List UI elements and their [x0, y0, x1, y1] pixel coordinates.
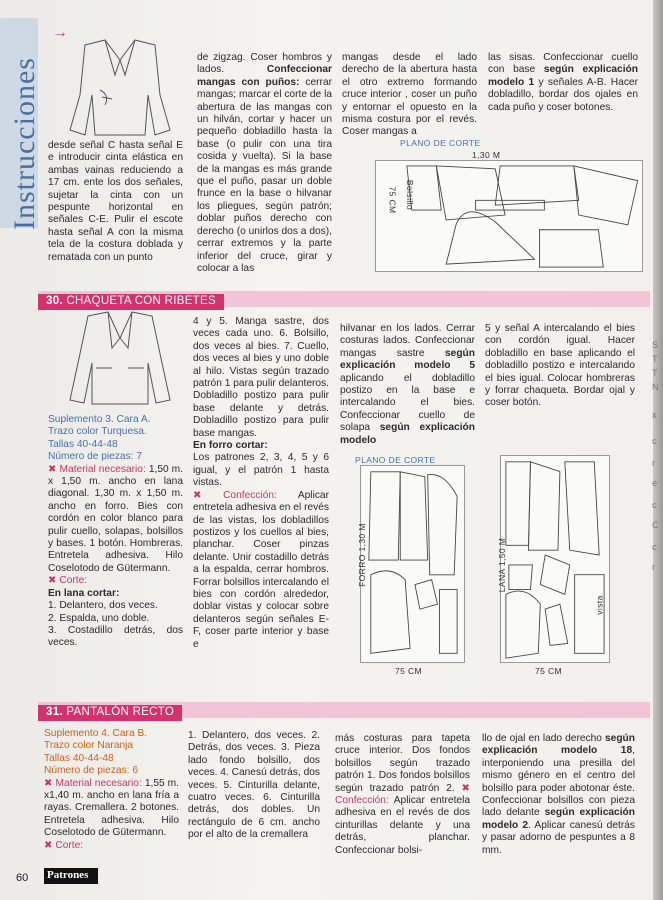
text-block: Los patrones 2, 3, 4, 5 y 6 igual, y el patrón 1 hasta vistas. — [193, 452, 329, 489]
cutting-plan-top — [375, 160, 643, 272]
section-30-banner — [38, 291, 650, 307]
trace-color: Trazo color Naranja — [44, 740, 134, 752]
text-block: 4 y 5. Manga sastre, dos veces cada uno. 6. Bolsillo, dos veces al bies. 7. Cuello, dos veces al bies y uno doble al hilo. Vistas según trazado patrón 1 para pulir delanteros. Dobladillo postizo para pulir base delante y detrás. Dobladillo postizo para pulir base mangas. — [193, 316, 329, 439]
bold-run: según explicación modelo 18 — [482, 733, 635, 757]
edge-letter: S — [652, 340, 659, 350]
text-run: , interponiendo una presilla del mismo género en el centro del bolsillo para poder abotonar éste. Confeccionar bolsillos con pieza lado delante — [482, 745, 635, 819]
section-tab — [0, 18, 41, 230]
edge-letter: c — [652, 542, 657, 552]
supplement: Suplemento 4. Cara B. — [44, 728, 148, 739]
section-title: Instrucciones — [8, 57, 41, 230]
width-2: 75 CM — [535, 666, 563, 676]
plan-label: PLANO DE CORTE — [355, 455, 436, 465]
list-item: 3. Costadillo detrás, dos veces. — [48, 624, 183, 649]
vista-label: vista — [594, 595, 605, 615]
piece-count: Número de piezas: 6 — [44, 765, 139, 777]
bold-run: Confeccionar mangas con puños: — [197, 64, 332, 88]
dim-top: 1,30 M — [472, 150, 501, 160]
piece-label: Bolsillo — [405, 179, 416, 211]
piece-count: Número de piezas: 7 — [48, 451, 143, 463]
text-run: de zigzag. Coser hombros y lados. — [197, 52, 332, 76]
arrow-icon: → — [52, 24, 68, 41]
list-item: 1. Delantero, dos veces. — [48, 600, 158, 612]
sizes: Tallas 40-44-48 — [44, 752, 114, 764]
dim-side: 75 CM — [387, 186, 398, 214]
plan-label: PLANO DE CORTE — [400, 138, 481, 148]
top-col-3-text: mangas desde el lado derecho de la abertura hasta el otro extremo formando cruce interior , coser un puño y entornar el opuesto en la misma costura por el revés. Coser mangas a — [342, 52, 477, 138]
s30-col-2 — [193, 316, 329, 651]
sizes: Tallas 40-44-48 — [48, 438, 118, 450]
text-run: más costuras para tapeta cruce interior. Dos fondos bolsillos según trazado patrón 1. Dos fondos bolsillos según trazado patrón 2. — [335, 733, 470, 794]
edge-letter: T — [652, 354, 658, 364]
confection-label: ✖ Confección: — [193, 489, 277, 501]
top-col-4-text — [488, 52, 638, 114]
supplement: Suplemento 3. Cara A. — [48, 414, 151, 425]
text-run: . Aplicar canesú detrás y pasar adorno de pespuntes a 8 mm. — [482, 819, 635, 856]
trace-color: Trazo color Turquesa. — [48, 426, 147, 438]
edge-letter: c — [652, 500, 657, 510]
bold-run: según explicación modelo 5 — [340, 347, 475, 372]
section-31-title — [38, 705, 182, 721]
material-label: ✖ Material necesario: — [44, 777, 142, 789]
text-run: las sisas. Confeccionar cuello con base — [488, 52, 638, 76]
s30-col-1 — [48, 414, 183, 650]
text-block — [335, 733, 470, 857]
bold-run: según explicación modelo 2 — [482, 807, 635, 831]
section-31-banner — [38, 702, 650, 718]
top-col-1 — [48, 140, 183, 264]
corte-label: ✖ Corte: — [44, 839, 84, 851]
section-name: PANTALÓN RECTO — [66, 706, 175, 718]
s31-col-2 — [188, 730, 320, 842]
confection-label: ✖ Confección: — [335, 782, 470, 807]
text-run: hilvanar en los lados. Cerrar costuras lados. Confeccionar mangas sastre — [340, 323, 475, 359]
section-number: 31. — [46, 706, 63, 718]
s31-col-3 — [335, 733, 470, 857]
edge-letter: C — [652, 520, 659, 530]
text-run: cerrar mangas; marcar el corte de la abertura de las mangas con un hilván, cortar y hacer un pequeño dobladillo hasta la base (o pulir con una tira cosida y vuelta). Si la base de la mangas es más grande que el puño, pasar un doble frunce en la base o hilvanar los pliegues, según patrón; doblar puños derecho con derecho (o unirlos dos a dos), cerrar extremos y la parte inferior del cruce, girar y colocar a las — [197, 76, 332, 274]
edge-letter: c — [652, 436, 657, 446]
edge-letter: r — [652, 458, 655, 468]
top-col-2-text — [197, 52, 332, 275]
s31-col-1 — [44, 728, 179, 852]
width-1: 75 CM — [395, 666, 423, 676]
jacket-sketch — [60, 308, 180, 408]
text-block — [340, 323, 475, 447]
bold-run: según explicación modelo 1 — [488, 64, 638, 88]
cutting-plan-forro — [360, 465, 465, 663]
s31-col-4 — [482, 733, 635, 857]
text-run: y señales A-B. Hacer dobladillo, bordar dos ojales en cada puño y coser botones. — [488, 76, 638, 113]
text-block: 1. Delantero, dos veces. 2. Detrás, dos veces. 3. Pieza lado fondo bolsillo, dos veces. 4. Canesú detrás, dos veces. 5. Cinturilla delante, cuatro veces. 6. Cinturilla detrás, dos dobles. Un rectángulo de 6 cm. ancho por el alto de la cremallera — [188, 730, 320, 841]
edge-letter: x — [652, 410, 657, 420]
forro-label: En forro cortar: — [193, 440, 268, 452]
corte-label: ✖ Corte: — [48, 575, 88, 587]
confection-text — [193, 490, 329, 651]
section-number: 30. — [46, 295, 63, 307]
lana-label: En lana cortar: — [48, 587, 120, 599]
s30-col-4 — [485, 323, 635, 410]
top-col-4 — [488, 52, 638, 114]
text-run: aplicando el dobladillo postizo en la base e intercalando el bies. Confeccionar cuello de solapa — [340, 372, 475, 434]
bold-run: según explicación modelo — [340, 422, 475, 446]
edge-letter: r — [652, 562, 655, 572]
forro-dim: FORRO 1,30 M — [356, 523, 367, 587]
text-block — [482, 733, 635, 857]
material-label: ✖ Material necesario: — [48, 463, 146, 475]
edge-letter: T — [652, 368, 658, 378]
material-value: 1,55 m. x1,40 m. ancho en lana fría a rayas. Cremallera. 2 botones. Entretela adhesiva. Hilo Coselotodo de Gütermann. — [44, 777, 179, 839]
material-value: 1,50 m. x 1,50 m. ancho en lana diagonal. 1,30 m. x 1,50 m. ancho en forro. Bies con cordón en color blanco para pulir cuello, solapas, bolsillos y bases. 1 botón. Hombreras. Entretela adhesiva. Hilo Coselotodo de Gütermann. — [48, 463, 183, 574]
page-number: 60 — [16, 872, 29, 884]
list-item: 2. Espalda, uno doble. — [48, 612, 150, 624]
material-text — [44, 778, 179, 840]
top-col-2 — [197, 52, 332, 275]
top-col-3 — [342, 52, 477, 139]
text-run: Aplicar entretela adhesiva en el revés de las vistas, los dobladillos postizos y los cuellos al bies, planchar. Coser pinzas delante. Unir costadillo detrás a la espalda, cerrar hombros. Forrar bolsillos intercalando el bies con cordón alrededor, doblar vistas y colocar sobre delanteros según señales E-F, coser parte interior y base e — [193, 489, 329, 650]
brand-logo: Patrones — [44, 868, 98, 884]
edge-letter: N — [652, 382, 659, 392]
s30-col-3 — [340, 323, 475, 447]
top-col-1-text: desde señal C hasta señal E e introducir cinta elástica en ambas vainas reduciendo a 17 cm. ente los dos señales, sujetar la cinta con un pespunte horizontal en señales C-E. Pulir el escote hasta señal A con la misma tela de la costura doblada y rematada con un punto — [48, 140, 183, 263]
text-block: 5 y señal A intercalando el bies con cordón igual. Hacer dobladillo en base aplicando el dobladillo postizo e intercalando el bies igual. Colocar hombreras y forrar chaqueta. Bordar ojal y coser botón. — [485, 323, 635, 409]
page-gutter — [653, 0, 663, 900]
text-run: Aplicar entretela adhesiva en el revés de dos cinturillas delante y una detrás, planchar. Confeccionar bolsi- — [335, 795, 470, 856]
edge-letter: e — [652, 478, 658, 488]
text-run: llo de ojal en lado derecho — [482, 733, 605, 744]
cutting-plan-lana — [500, 455, 610, 663]
material-text — [48, 464, 183, 576]
section-name: CHAQUETA CON RIBETES — [66, 295, 216, 307]
lana-dim: LANA 1,50 M — [497, 537, 508, 593]
blouse-sketch — [60, 35, 180, 140]
